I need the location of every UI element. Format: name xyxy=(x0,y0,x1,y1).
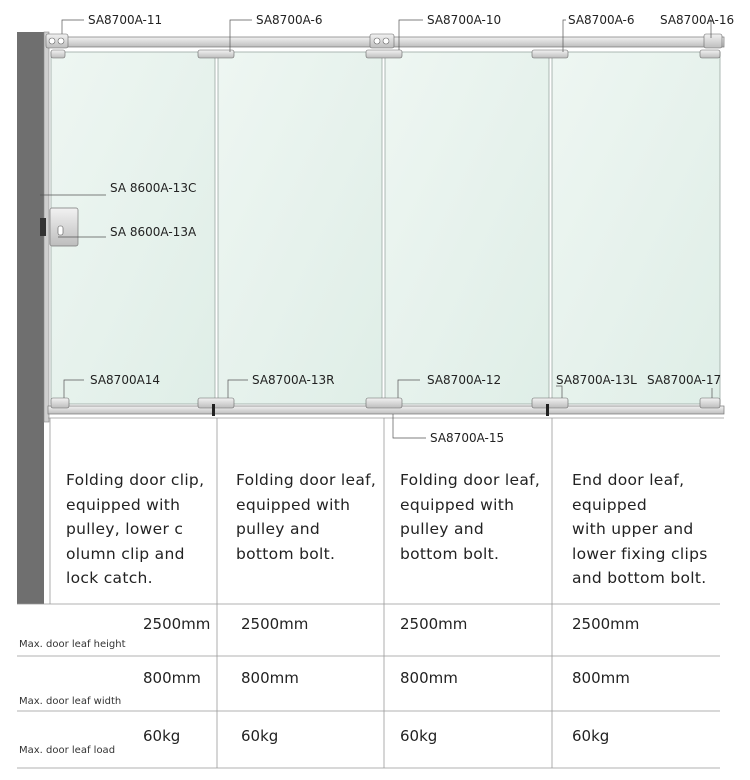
wall xyxy=(17,32,44,604)
row-label-load: Max. door leaf load xyxy=(19,745,116,756)
pulley-dot-center-1 xyxy=(374,38,380,44)
end-clip-bottom xyxy=(700,398,720,408)
pulley-top-2 xyxy=(532,50,568,58)
width-value-col-4: 800mm xyxy=(572,669,630,687)
width-value-col-2: 800mm xyxy=(241,669,299,687)
height-value-col-4: 2500mm xyxy=(572,615,640,633)
label-lower-clip: SA8700A14 xyxy=(90,373,161,387)
glass-panel-4 xyxy=(552,52,720,404)
glass-panel-2 xyxy=(218,52,382,404)
label-pulley-2: SA8700A-6 xyxy=(568,13,635,27)
height-value-col-1: 2500mm xyxy=(143,615,211,633)
bolt-plate-1 xyxy=(198,398,234,408)
end-clip-top-lower xyxy=(700,50,720,58)
label-end-lower: SA8700A-17 xyxy=(647,373,722,387)
load-value-col-4: 60kg xyxy=(572,727,610,745)
label-pulley-center: SA8700A-10 xyxy=(427,13,502,27)
description-text: End door leaf, equipped with upper and lower fixing clips and bottom bolt. xyxy=(572,471,708,587)
description-text: Folding door leaf, equipped with pulley and bottom bolt. xyxy=(236,471,377,563)
bottom-bolt-2 xyxy=(546,404,549,416)
description-text: Folding door leaf, equipped with pulley and bottom bolt. xyxy=(400,471,541,563)
load-value-col-3: 60kg xyxy=(400,727,438,745)
label-floor-socket: SA8700A-15 xyxy=(430,431,505,445)
bottom-bolt-1 xyxy=(212,404,215,416)
lower-clip-left xyxy=(51,398,69,408)
row-label-height: Max. door leaf height xyxy=(19,639,126,650)
height-value-col-2: 2500mm xyxy=(241,615,309,633)
bolt-plate-2 xyxy=(532,398,568,408)
height-value-col-3: 2500mm xyxy=(400,615,468,633)
pulley-dot-left-1 xyxy=(49,38,55,44)
label-lock-column: SA 8600A-13C xyxy=(110,181,197,195)
description-col-1 xyxy=(66,468,216,591)
label-bolt-left: SA8700A-13L xyxy=(556,373,637,387)
lock-catch-plate xyxy=(50,208,78,246)
pulley-dot-left-2 xyxy=(58,38,64,44)
label-lock-catch: SA 8600A-13A xyxy=(110,225,197,239)
label-clip-left: SA8700A-11 xyxy=(88,13,163,27)
description-col-3 xyxy=(400,468,550,566)
pulley-top-center-lower xyxy=(366,50,402,58)
description-col-2 xyxy=(236,468,384,566)
label-bottom-guide: SA8700A-12 xyxy=(427,373,502,387)
row-label-width: Max. door leaf width xyxy=(19,696,122,707)
end-clip-top xyxy=(704,34,722,48)
bottom-guide-center xyxy=(366,398,402,408)
clip-top-left-lower xyxy=(51,50,65,58)
description-text: Folding door clip, equipped with pulley, lower c olumn clip and lock catch. xyxy=(66,471,205,587)
lock-column-clip xyxy=(40,218,46,236)
glass-panel-3 xyxy=(385,52,549,404)
label-pulley-1: SA8700A-6 xyxy=(256,13,323,27)
pulley-dot-center-2 xyxy=(383,38,389,44)
pulley-top-1 xyxy=(198,50,234,58)
label-end-clip: SA8700A-16 xyxy=(660,13,735,27)
width-value-col-3: 800mm xyxy=(400,669,458,687)
width-value-col-1: 800mm xyxy=(143,669,201,687)
description-col-4 xyxy=(572,468,722,591)
load-value-col-2: 60kg xyxy=(241,727,279,745)
pulley-top-center xyxy=(370,34,394,48)
load-value-col-1: 60kg xyxy=(143,727,181,745)
lock-keyhole xyxy=(58,226,63,235)
label-bolt-right: SA8700A-13R xyxy=(252,373,335,387)
